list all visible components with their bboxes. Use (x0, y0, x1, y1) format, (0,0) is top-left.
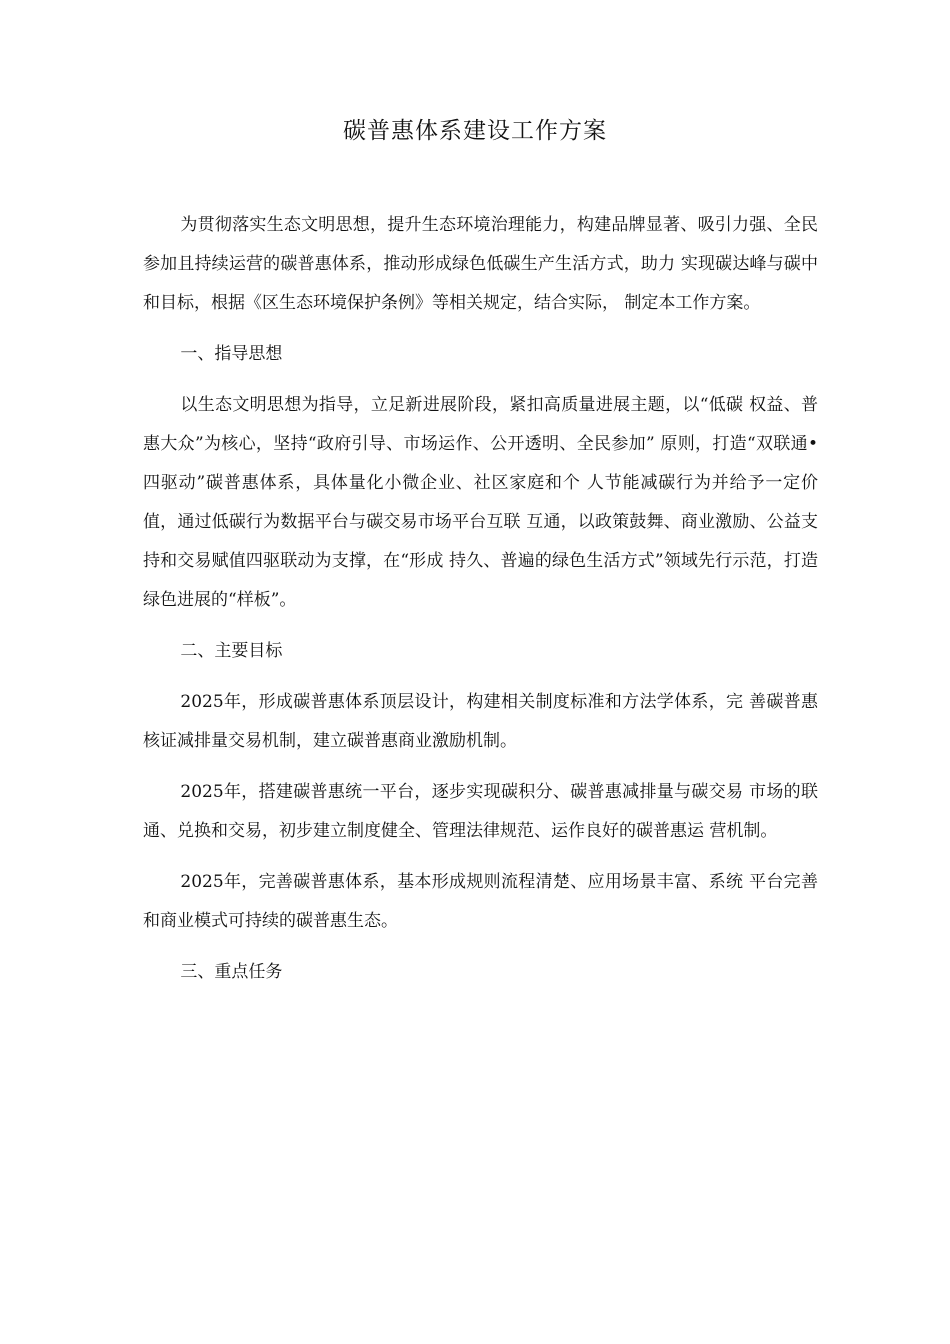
section-heading-main-goals: 二、主要目标 (180, 641, 283, 661)
document-title: 碳普惠体系建设工作方案 (343, 118, 607, 144)
document-body (143, 206, 818, 1004)
goal-paragraph-1: 2025年，形成碳普惠体系顶层设计，构建相关制度标准和方法学体系，完 善碳普惠核证减排量交易机制，建立碳普惠商业激励机制。 (143, 692, 818, 751)
goal-paragraph-3: 2025年，完善碳普惠体系，基本形成规则流程清楚、应用场景丰富、系统 平台完善和商业模式可持续的碳普惠生态。 (143, 872, 818, 931)
section-heading-key-tasks: 三、重点任务 (180, 962, 283, 982)
goal-paragraph-2: 2025年，搭建碳普惠统一平台，逐步实现碳积分、碳普惠减排量与碳交易 市场的联通、兑换和交易，初步建立制度健全、管理法律规范、运作良好的碳普惠运 营机制。 (143, 782, 818, 841)
section-heading-guiding-ideology: 一、指导思想 (180, 344, 283, 364)
intro-paragraph: 为贯彻落实生态文明思想，提升生态环境治理能力，构建品牌显著、吸引力强、全民参加且持续运营的碳普惠体系，推动形成绿色低碳生产生活方式，助力 实现碳达峰与碳中和目标，根据《区生态环境保护条例》等相关规定，结合实际， 制定本工作方案。 (143, 215, 818, 313)
guiding-ideology-paragraph: 以生态文明思想为指导，立足新进展阶段，紧扣高质量进展主题，以“低碳 权益、普惠大众”为核心，坚持“政府引导、市场运作、公开透明、全民参加” 原则，打造“双联通•四驱动”碳普惠体系，具体量化小微企业、社区家庭和个 人节能减碳行为并给予一定价值，通过低碳行为数据平台与碳交易市场平台互联 互通，以政策鼓舞、商业激励、公益支持和交易赋值四驱联动为支撑，在“形成 持久、普遍的绿色生活方式”领域先行示范，打造绿色进展的“样板”。 (143, 395, 818, 610)
